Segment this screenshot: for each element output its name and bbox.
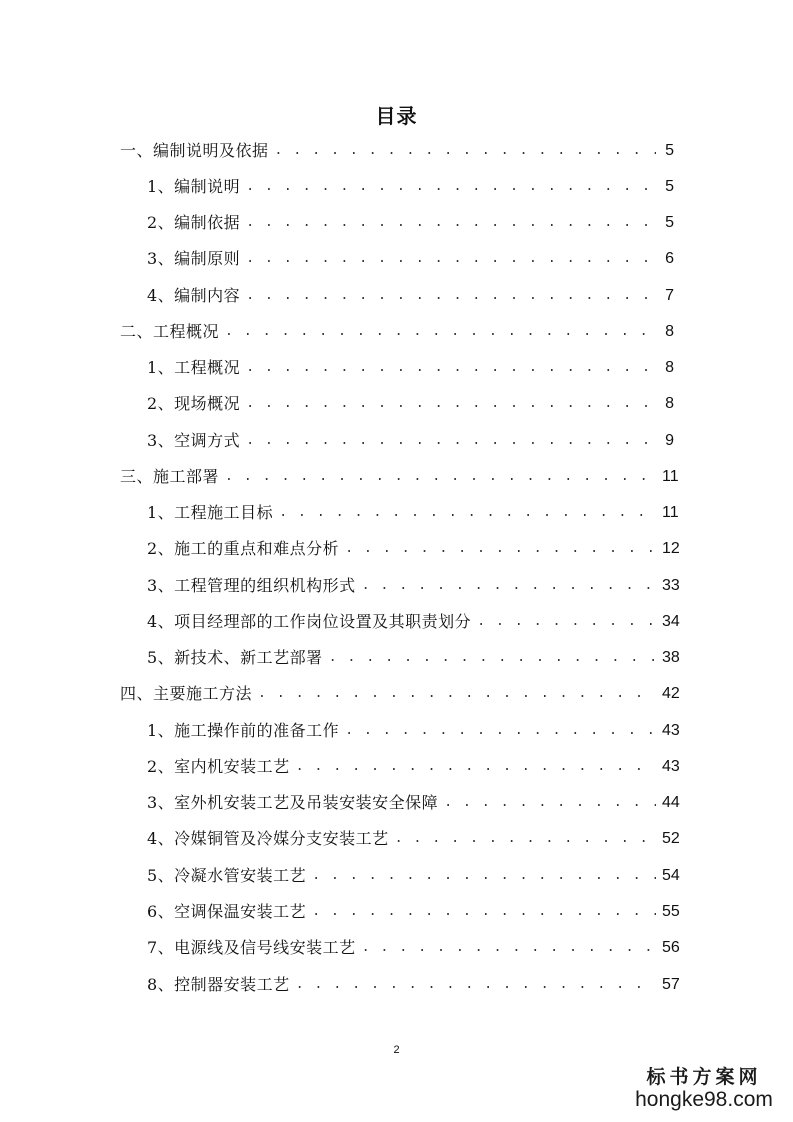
toc-entry-page: 8 <box>665 323 674 340</box>
toc-entry-title: 8、控制器安装工艺 <box>147 975 290 994</box>
toc-entry-page: 5 <box>665 214 674 231</box>
toc-entry[interactable] <box>147 356 674 380</box>
toc-entry[interactable] <box>147 610 680 634</box>
toc-dot-leader <box>246 356 656 380</box>
toc-entry[interactable] <box>147 827 680 851</box>
toc-dot-leader <box>225 465 656 489</box>
toc-entry-page: 38 <box>662 649 680 666</box>
toc-entry-title: 2、施工的重点和难点分析 <box>147 539 340 558</box>
toc-entry-title: 4、编制内容 <box>147 286 241 305</box>
toc-dot-leader <box>246 211 656 235</box>
toc-entry-title: 三、施工部署 <box>120 467 220 486</box>
toc-entry-title: 一、编制说明及依据 <box>120 141 269 160</box>
toc-dot-leader <box>246 175 656 199</box>
toc-entry-title: 3、工程管理的组织机构形式 <box>147 576 356 595</box>
toc-entry[interactable] <box>147 175 674 199</box>
toc-entry[interactable] <box>147 646 680 670</box>
toc-dot-leader <box>362 936 656 960</box>
toc-dot-leader <box>312 900 656 924</box>
toc-entry-title: 1、施工操作前的准备工作 <box>147 721 340 740</box>
toc-entry-page: 52 <box>662 830 680 847</box>
toc-entry-title: 5、冷凝水管安装工艺 <box>147 866 307 885</box>
toc-entry-page: 43 <box>662 722 680 739</box>
toc-entry-title: 二、工程概况 <box>120 322 220 341</box>
toc-dot-leader <box>279 501 656 525</box>
toc-entry-title: 3、室外机安装工艺及吊装安装安全保障 <box>147 793 439 812</box>
toc-dot-leader <box>296 755 656 779</box>
toc-entry-page: 34 <box>662 613 680 630</box>
toc-entry[interactable] <box>147 864 680 888</box>
toc-dot-leader <box>477 610 656 634</box>
toc-entry-title: 4、冷媒铜管及冷媒分支安装工艺 <box>147 829 389 848</box>
toc-entry-title: 6、空调保温安装工艺 <box>147 902 307 921</box>
toc-entry-page: 43 <box>662 758 680 775</box>
toc-dot-leader <box>275 139 656 163</box>
toc-dot-leader <box>312 864 656 888</box>
toc-entry[interactable] <box>147 537 680 561</box>
footer-page-number: 2 <box>393 1044 400 1056</box>
toc-entry-page: 5 <box>665 142 674 159</box>
toc-dot-leader <box>345 719 656 743</box>
toc-entry[interactable] <box>147 900 680 924</box>
toc-entry-page: 11 <box>662 468 679 485</box>
toc-dot-leader <box>246 392 656 416</box>
toc-entry-page: 56 <box>662 939 680 956</box>
toc-dot-leader <box>395 827 656 851</box>
toc-entry-title: 2、编制依据 <box>147 213 241 232</box>
toc-entry-page: 8 <box>665 359 674 376</box>
toc-entry-page: 55 <box>662 903 680 920</box>
toc-entry[interactable] <box>120 682 680 706</box>
toc-entry[interactable] <box>147 429 674 453</box>
toc-entry[interactable] <box>147 755 680 779</box>
toc-entry-title: 四、主要施工方法 <box>120 684 253 703</box>
toc-entry-page: 5 <box>665 178 674 195</box>
toc-entry-title: 1、工程施工目标 <box>147 503 274 522</box>
toc-entry-title: 3、编制原则 <box>147 249 241 268</box>
toc-entry-page: 57 <box>662 976 680 993</box>
watermark <box>629 1066 779 1112</box>
toc-entry-page: 54 <box>662 867 680 884</box>
toc-entry[interactable] <box>147 574 680 598</box>
toc-dot-leader <box>296 973 656 997</box>
toc-dot-leader <box>362 574 656 598</box>
toc-dot-leader <box>329 646 656 670</box>
toc-entry-page: 12 <box>662 540 680 557</box>
toc-entry-title: 1、编制说明 <box>147 177 241 196</box>
watermark-title: 标书方案网 <box>646 1066 762 1088</box>
toc-entry-title: 7、电源线及信号线安装工艺 <box>147 938 356 957</box>
toc-entry[interactable] <box>147 791 680 815</box>
toc-entry[interactable] <box>147 284 674 308</box>
toc-entry-title: 4、项目经理部的工作岗位设置及其职责划分 <box>147 612 472 631</box>
watermark-url: hongke98.com <box>635 1088 773 1111</box>
toc-entry-page: 44 <box>662 794 680 811</box>
toc-entry[interactable] <box>147 247 674 271</box>
toc-entry-title: 5、新技术、新工艺部署 <box>147 648 323 667</box>
toc-entry[interactable] <box>120 320 674 344</box>
toc-dot-leader <box>225 320 656 344</box>
toc-entry-title: 1、工程概况 <box>147 358 241 377</box>
toc-entry-page: 9 <box>665 432 674 449</box>
toc-dot-leader <box>444 791 656 815</box>
toc-entry[interactable] <box>147 501 679 525</box>
toc-entry-page: 42 <box>662 685 680 702</box>
toc-dot-leader <box>258 682 656 706</box>
toc-entry[interactable] <box>147 936 680 960</box>
toc-dot-leader <box>345 537 656 561</box>
toc-entry-page: 6 <box>665 250 674 267</box>
toc-entry[interactable] <box>147 392 674 416</box>
toc-entry[interactable] <box>147 973 680 997</box>
toc-dot-leader <box>246 284 656 308</box>
toc-entry-page: 11 <box>662 504 679 521</box>
page-title: 目录 <box>375 104 418 128</box>
toc-entry[interactable] <box>120 139 674 163</box>
toc-entry-title: 2、室内机安装工艺 <box>147 757 290 776</box>
toc-dot-leader <box>246 429 656 453</box>
toc-entry-page: 7 <box>665 287 674 304</box>
toc-entry-title: 3、空调方式 <box>147 431 241 450</box>
toc-dot-leader <box>246 247 656 271</box>
toc-entry-page: 33 <box>662 577 680 594</box>
toc-entry[interactable] <box>120 465 679 489</box>
toc-entry[interactable] <box>147 719 680 743</box>
toc-entry-page: 8 <box>665 395 674 412</box>
toc-entry[interactable] <box>147 211 674 235</box>
toc-entry-title: 2、现场概况 <box>147 394 241 413</box>
